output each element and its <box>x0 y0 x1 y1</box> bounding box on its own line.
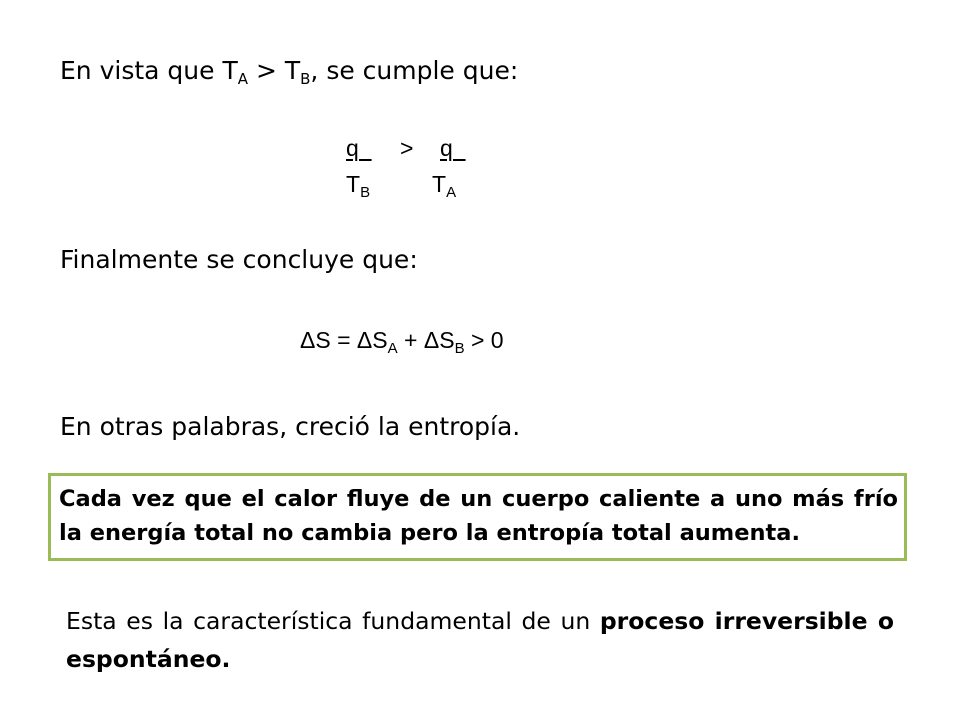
formula-sub-b: B <box>454 340 465 357</box>
right-denominator: $T_A$ <box>432 171 457 201</box>
left-denominator: $T_B$ <box>346 171 371 201</box>
formula-plus: + ΔS <box>397 327 455 353</box>
intro-sub-a: A <box>237 70 248 88</box>
closing-text: Esta es la característica fundamental de un <box>66 607 600 635</box>
left-numerator: q <box>346 135 372 161</box>
summary-line: En otras palabras, creció la entropía. <box>60 412 521 441</box>
intro-sub-b: B <box>300 70 311 88</box>
closing-paragraph <box>66 602 894 678</box>
intro-suffix: , se cumple que: <box>310 56 519 85</box>
formula-lhs: ΔS = ΔS <box>300 327 388 353</box>
inequality-operator: > <box>400 135 414 161</box>
formula-rhs: > 0 <box>464 327 504 353</box>
right-numerator: q <box>440 135 466 161</box>
intro-prefix: En vista que T <box>60 56 238 85</box>
intro-statement <box>60 56 518 86</box>
closing-bold: proceso irreversible o espontáneo. <box>66 607 894 673</box>
formula-sub-a: A <box>387 340 398 357</box>
intro-middle: > T <box>248 56 301 85</box>
highlight-callout: Cada vez que el calor fluye de un cuerpo caliente a uno más frío la energía total no cambia pero la entropía total aumenta. <box>48 473 907 561</box>
conclusion-intro: Finalmente se concluye que: <box>60 245 418 274</box>
entropy-formula <box>300 325 504 355</box>
